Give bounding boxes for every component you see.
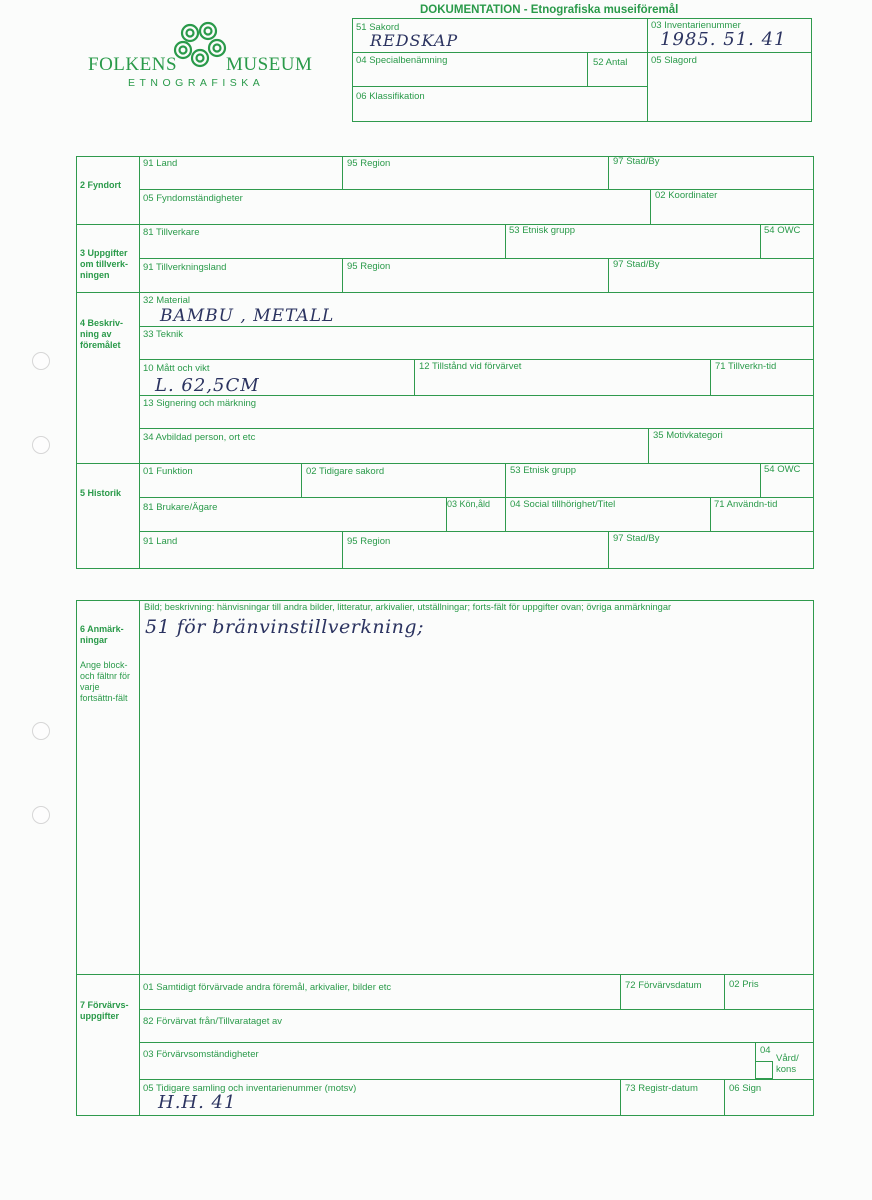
tidigare-samling-value: H.H. 41 xyxy=(158,1092,237,1113)
fyndort-region-label: 95 Region xyxy=(347,158,391,169)
forvarvsomstandigheter-label: 03 Förvärvsomständigheter xyxy=(143,1049,259,1060)
tillverkare-label: 81 Tillverkare xyxy=(143,227,200,238)
historik-stad-label: 97 Stad/By xyxy=(613,533,660,544)
punch-hole xyxy=(32,436,50,454)
tidigare-samling-label: 05 Tidigare samling och inventarienummer (motsv) xyxy=(143,1083,357,1094)
pris-label: 02 Pris xyxy=(729,979,759,990)
section-anmarkningar: 6 Anmärk-ningar xyxy=(80,624,124,645)
sakord-value: REDSKAP xyxy=(370,31,459,50)
sign-label: 06 Sign xyxy=(729,1083,762,1094)
punch-hole xyxy=(32,806,50,824)
field-antal-label: 52 Antal xyxy=(593,57,628,68)
teknik-label: 33 Teknik xyxy=(143,329,183,340)
vard-checkbox[interactable] xyxy=(755,1061,773,1079)
historik-owc-label: 54 OWC xyxy=(764,464,801,475)
kon-ald-label: 03 Kön,åld xyxy=(447,499,491,509)
section-historik: 5 Historik xyxy=(80,488,122,498)
fyndort-stad-label: 97 Stad/By xyxy=(613,156,660,167)
page-title: DOKUMENTATION - Etnografiska museiföremål xyxy=(420,4,679,16)
social-label: 04 Social tillhörighet/Titel xyxy=(510,499,616,510)
tillverkning-owc-label: 54 OWC xyxy=(764,225,801,236)
clover-logo-icon xyxy=(168,20,234,70)
logo-left-text: FOLKENS xyxy=(88,54,178,75)
section-fyndort: 2 Fyndort xyxy=(80,180,122,190)
field-specialbenamning-label: 04 Specialbenämning xyxy=(356,55,448,66)
forvarvsdatum-label: 72 Förvärvsdatum xyxy=(625,980,702,991)
anvandn-tid-label: 71 Användn-tid xyxy=(714,499,778,510)
signering-label: 13 Signering och märkning xyxy=(143,398,257,409)
forvarvat-fran-label: 82 Förvärvat från/Tillvarataget av xyxy=(143,1016,283,1027)
samtidigt-label: 01 Samtidigt förvärvade andra föremål, arkivalier, bilder etc xyxy=(143,982,392,993)
punch-hole xyxy=(32,352,50,370)
vard-number-label: 04 xyxy=(760,1045,771,1056)
tillverkningsland-label: 91 Tillverkningsland xyxy=(143,262,227,273)
avbildad-label: 34 Avbildad person, ort etc xyxy=(143,432,256,443)
section-tillverkning: 3 Uppgifter om tillverk-ningen xyxy=(80,248,129,280)
matt-value: L. 62,5CM xyxy=(155,375,260,396)
field-sakord-label: 51 Sakord xyxy=(356,22,400,33)
anmarkningar-value: 51 för bränvinstillverkning; xyxy=(145,616,424,638)
material-label: 32 Material xyxy=(143,295,190,306)
field-klassifikation-label: 06 Klassifikation xyxy=(356,91,425,102)
logo-right-text: MUSEUM xyxy=(226,54,313,75)
vard-kons-label: Vård/ kons xyxy=(776,1053,799,1075)
registr-datum-label: 73 Registr-datum xyxy=(625,1083,698,1094)
anmarkningar-note: Ange block-och fältnr för varje fortsättn-fält xyxy=(80,660,131,703)
matt-och-vikt-label: 10 Mått och vikt xyxy=(143,363,210,374)
tillverkning-stad-label: 97 Stad/By xyxy=(613,259,660,270)
material-value: BAMBU , METALL xyxy=(160,306,335,326)
tillverkning-etnisk-label: 53 Etnisk grupp xyxy=(509,225,576,236)
tidigare-sakord-label: 02 Tidigare sakord xyxy=(306,466,385,477)
inventarienummer-value: 1985. 51. 41 xyxy=(660,29,787,50)
historik-etnisk-label: 53 Etnisk grupp xyxy=(510,465,577,476)
fyndort-land-label: 91 Land xyxy=(143,158,178,169)
tillverkning-region-label: 95 Region xyxy=(347,261,391,272)
koordinater-label: 02 Koordinater xyxy=(655,190,718,201)
field-slagord-label: 05 Slagord xyxy=(651,55,697,66)
brukare-label: 81 Brukare/Ägare xyxy=(143,502,218,513)
logo-subtitle: ETNOGRAFISKA xyxy=(128,77,265,89)
tillstand-label: 12 Tillstånd vid förvärvet xyxy=(419,361,522,372)
punch-hole xyxy=(32,722,50,740)
historik-land-label: 91 Land xyxy=(143,536,178,547)
fyndomstandigheter-label: 05 Fyndomständigheter xyxy=(143,193,243,204)
lower-form-box xyxy=(76,600,814,1116)
section-beskrivning: 4 Beskriv-ning av föremålet xyxy=(80,318,124,350)
tillverkn-tid-label: 71 Tillverkn-tid xyxy=(715,361,777,372)
section-forvarv: 7 Förvärvs-uppgifter xyxy=(80,1000,129,1021)
anmarkningar-header: Bild; beskrivning: hänvisningar till andra bilder, litteratur, arkivalier, utställningar; forts-fält för uppgifter ovan; övriga anmärkningar xyxy=(144,602,672,612)
historik-region-label: 95 Region xyxy=(347,536,391,547)
field-inventarienummer-label: 03 Inventarienummer xyxy=(651,20,741,31)
motivkategori-label: 35 Motivkategori xyxy=(653,430,723,441)
funktion-label: 01 Funktion xyxy=(143,466,193,477)
